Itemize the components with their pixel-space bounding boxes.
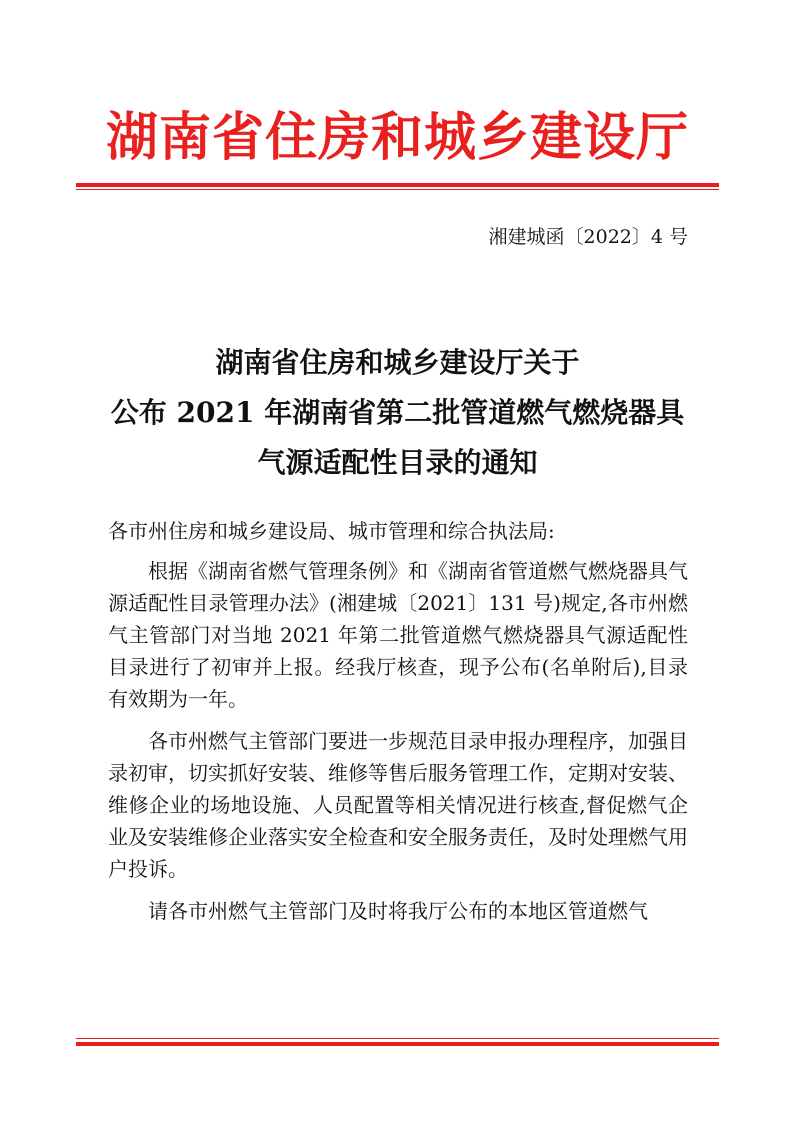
title-line: 气源适配性目录的通知 (257, 446, 538, 479)
document-title (0, 338, 795, 488)
letterhead-rule-thick (76, 183, 719, 187)
body-paragraph: 根据《湖南省燃气管理条例》和《湖南省管道燃气燃烧器具气源适配性目录管理办法》(湘建城〔2021〕131 号)规定,各市州燃气主管部门对当地 2021 年第二批管道燃气燃烧器具气源适配性目录进行了初审并上报。经我厅核查，现予公布(名单附后),目录有效期为一年。 (108, 559, 688, 711)
body-paragraph: 请各市州燃气主管部门及时将我厅公布的本地区管道燃气 (148, 899, 648, 923)
letterhead-title: 湖南省住房和城乡建设厅 (105, 108, 689, 168)
footer-rule-thin (76, 1038, 719, 1039)
footer-rule-thick (76, 1042, 719, 1046)
addressee: 各市州住房和城乡建设局、城市管理和综合执法局: (108, 519, 555, 543)
body-paragraph: 各市州燃气主管部门要进一步规范目录申报办理程序，加强目录初审，切实抓好安装、维修等售后服务管理工作，定期对安装、维修企业的场地设施、人员配置等相关情况进行核查,督促燃气企业及安装维修企业落实安全检查和安全服务责任，及时处理燃气用户投诉。 (108, 729, 688, 881)
document-number: 湘建城函〔2022〕4 号 (488, 226, 688, 248)
title-line: 公布 2021 年湖南省第二批管道燃气燃烧器具 (110, 396, 685, 429)
document-body (108, 515, 688, 937)
title-line: 湖南省住房和城乡建设厅关于 (215, 346, 580, 379)
letterhead-rule-thin (76, 189, 719, 190)
